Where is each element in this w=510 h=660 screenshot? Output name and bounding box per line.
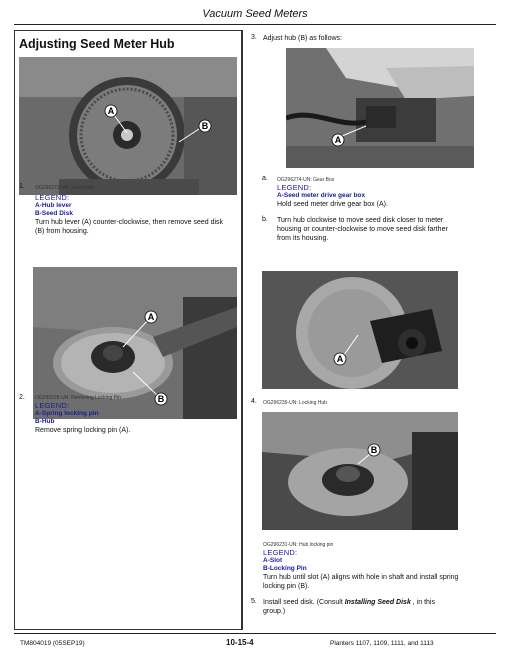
step-2-legend-title: LEGEND: [35,401,70,410]
step-1-legend-title: LEGEND: [35,193,70,202]
figure-1-caption: OG296273-UN: Seed Disk [35,185,94,191]
column-divider [242,30,243,630]
footer-rule [14,633,496,634]
footer-document-id: TM804019 (05SEP19) [20,640,85,647]
page-header-title: Vacuum Seed Meters [202,8,308,20]
step-3b-text-line-3: from its housing. [277,235,329,242]
callout-a-fig3: A [334,135,342,145]
header-rule [14,24,496,25]
step-3-legend-title: LEGEND: [277,183,312,192]
step-5-link-installing-seed-disk[interactable]: Installing Seed Disk [344,599,411,606]
callout-a-fig2: A [147,312,155,322]
step-1-legend-item-a: A-Hub lever [35,202,72,209]
step-3-legend-item-a: A-Seed meter drive gear box [277,192,366,199]
figure-locking-hub [262,271,458,389]
step-2-number: 2. [19,394,25,401]
step-1-legend-item-b: B-Seed Disk [35,210,73,217]
section-heading: Adjusting Seed Meter Hub [19,37,175,51]
step-3-number: 3. [251,34,257,41]
callout-a-fig1: A [107,106,115,116]
figure-seed-disk [19,57,237,195]
step-3b-text-line-1: Turn hub clockwise to move seed disk closer to meter [277,217,444,224]
step-5-text-post: , in this [410,599,435,606]
step-4-legend-item-a: A-Slot [263,557,283,564]
step-4-legend-title: LEGEND: [263,548,298,557]
step-3-text: Adjust hub (B) as follows: [263,35,342,42]
figure-3-caption: OG296274-UN: Gear Box [277,177,335,183]
step-4-text-line-1: Turn hub until slot (A) aligns with hole in shaft and install spring [263,574,459,581]
step-2-text: Remove spring locking pin (A). [35,427,131,434]
figure-gear-box [286,48,474,168]
step-1-text-line-2: (B) from housing. [35,228,89,235]
step-2-legend-item-a: A-Spring locking pin [35,410,99,417]
step-1-text-line-1: Turn hub lever (A) counter-clockwise, then remove seed disk [35,219,224,226]
callout-a-fig4: A [336,354,344,364]
step-5-number: 5. [251,598,257,605]
step-5-text-line-1 [263,598,435,607]
figure-hub-locking-pin [262,412,458,530]
footer-page-number: 10-15-4 [226,638,254,647]
step-2-legend-item-b: B-Hub [35,418,55,425]
step-4-text-line-2: locking pin (B). [263,583,310,590]
figure-2-caption: OG296228-UN: Removing Locking Pin [35,395,121,401]
figure-5-caption: OG296231-UN: Hub locking pin [263,542,334,548]
step-3a-text: Hold seed meter drive gear box (A). [277,201,388,208]
callout-b-fig5: B [370,445,378,455]
left-column-box [14,30,242,630]
step-4-number: 4. [251,398,257,405]
step-3b-letter: b. [262,216,268,223]
callout-b-fig1: B [201,121,209,131]
callout-b-fig2: B [157,394,165,404]
figure-4-caption: OG296239-UN: Locking Hub [263,400,327,406]
step-5-text-pre: Install seed disk. (Consult [263,599,345,606]
step-3a-letter: a. [262,175,268,182]
step-1-number: 1. [19,183,25,190]
step-4-legend-item-b: B-Locking Pin [263,565,307,572]
footer-models: Planters 1107, 1109, 1111, and 1113 [330,640,434,647]
step-5-text-line-2: group.) [263,608,286,615]
step-3b-text-line-2: housing or counter-clockwise to move seed disk farther [277,226,448,233]
